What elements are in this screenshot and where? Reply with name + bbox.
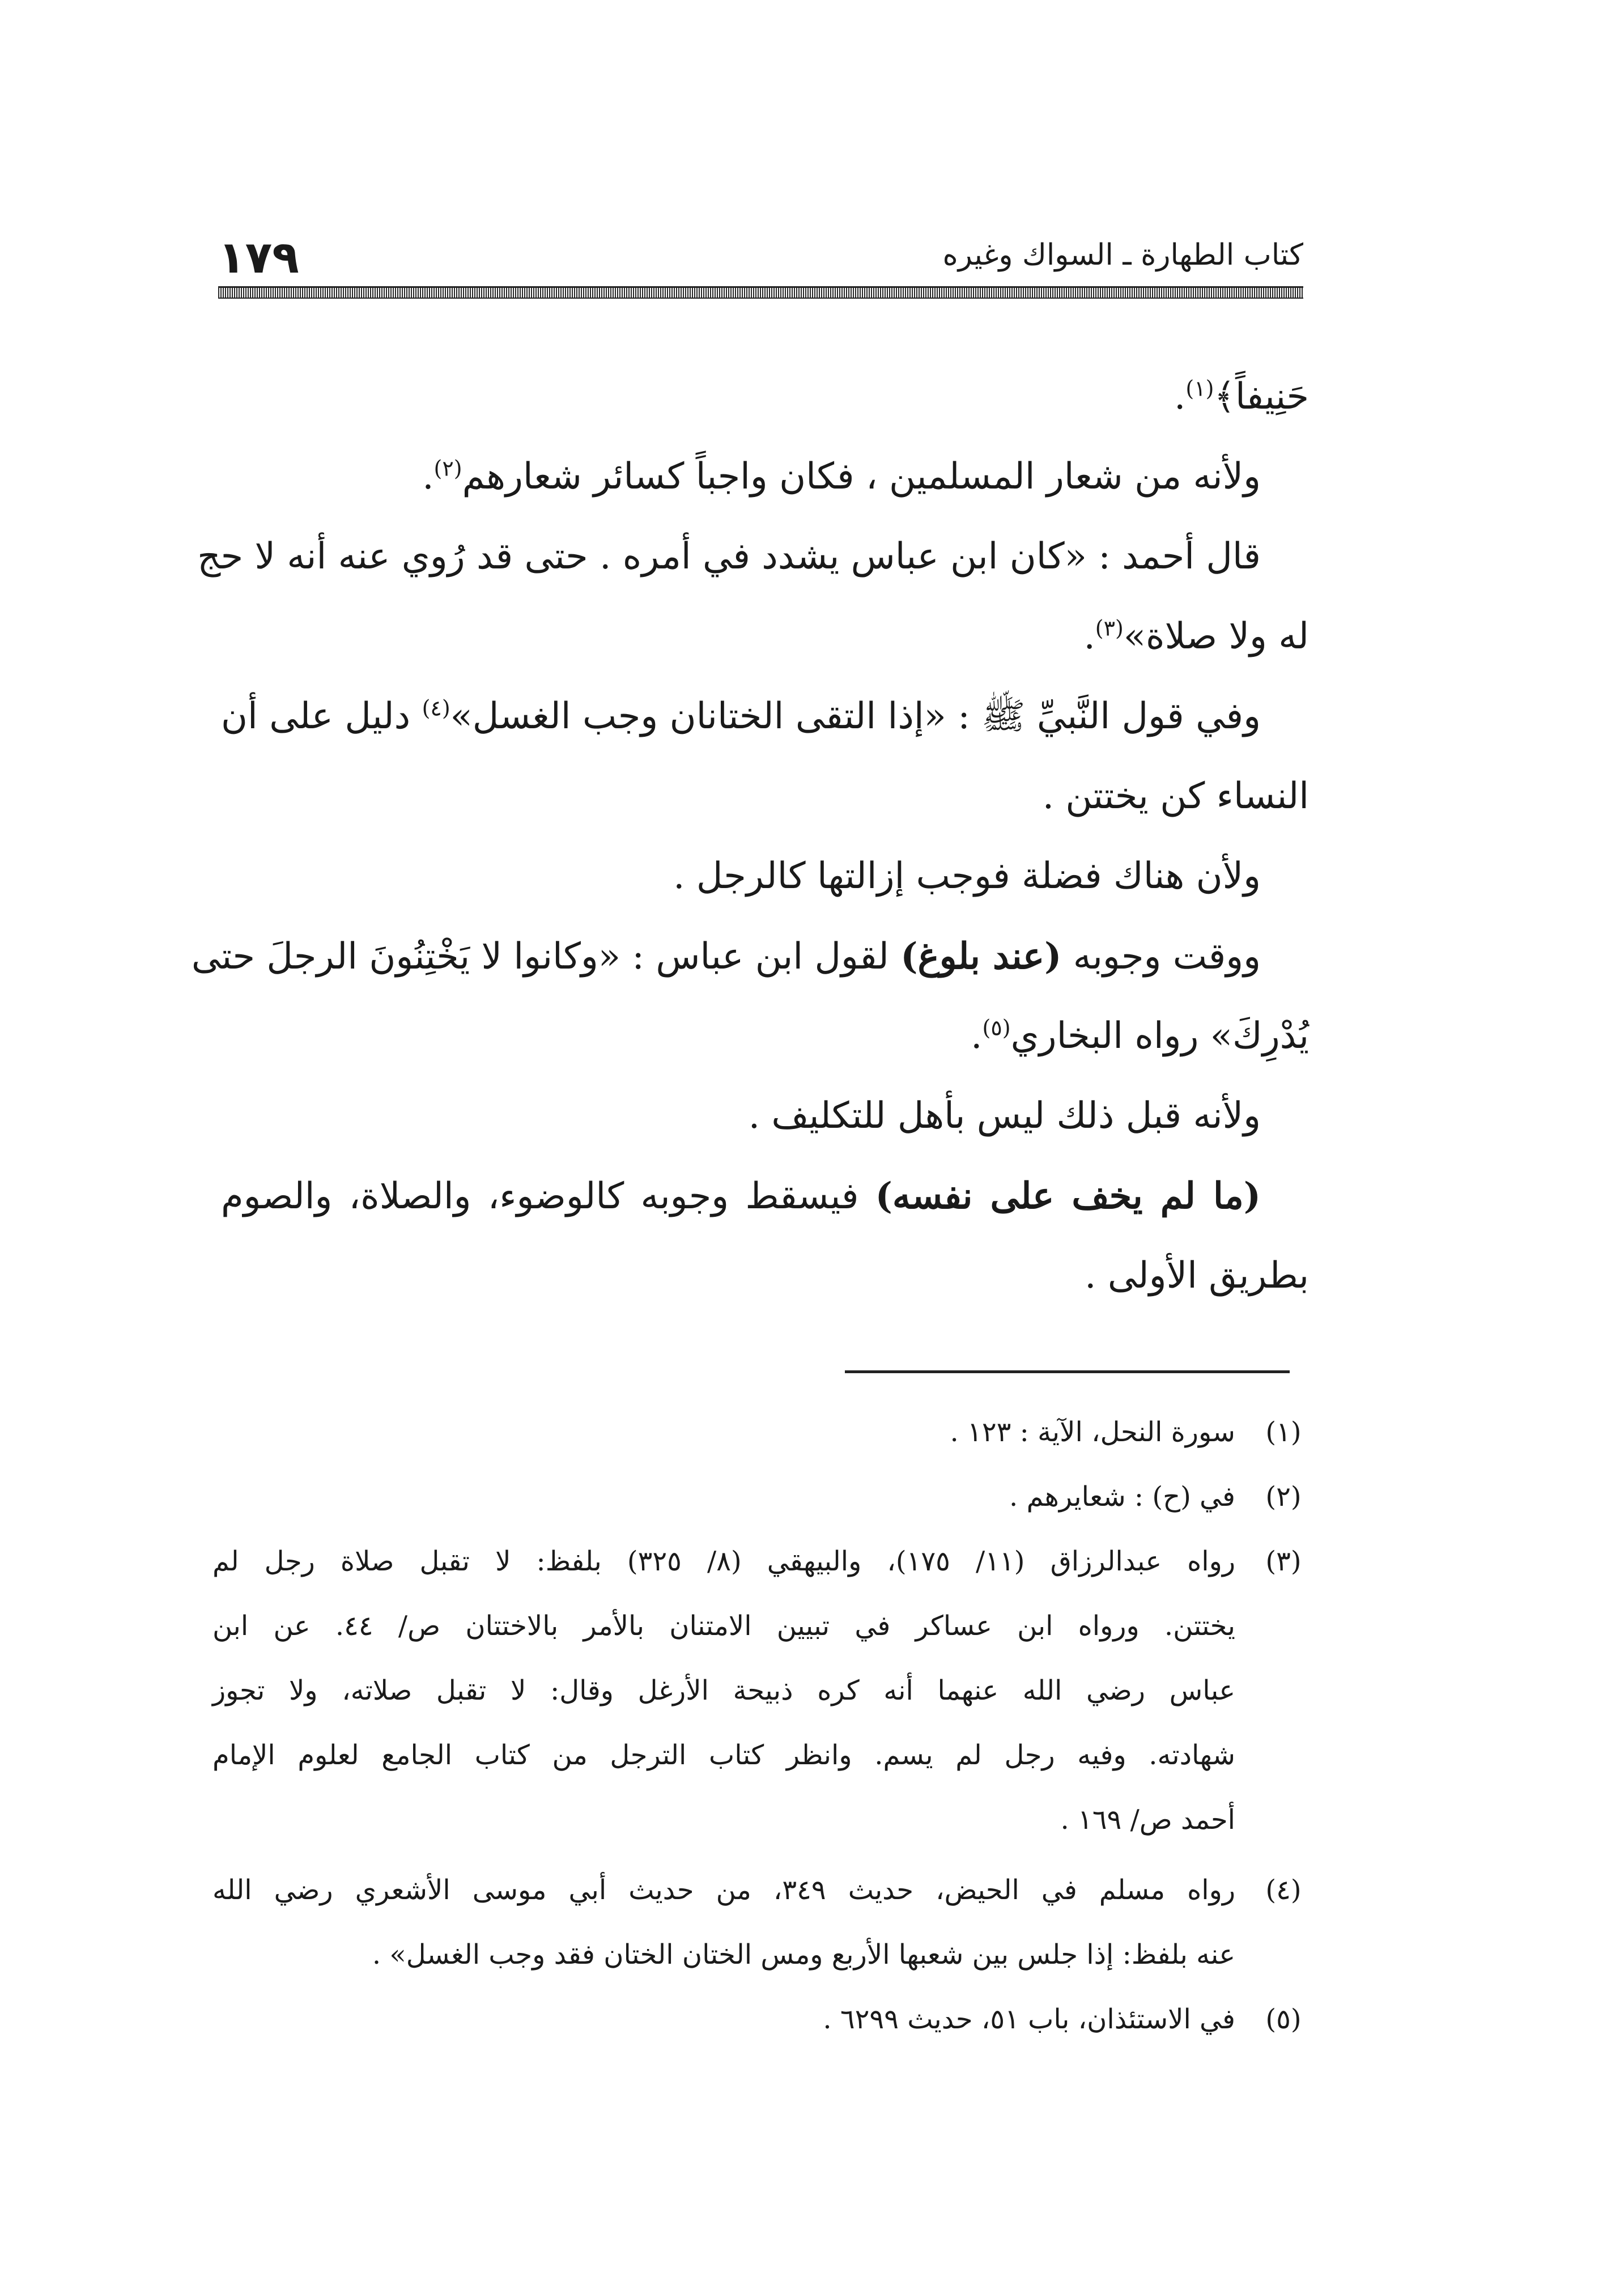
body-line: ووقت وجوبه (عند بلوغ) لقول ابن عباس : «وكانوا لا يَخْتِنُونَ الرجلَ حتى [191, 935, 1261, 978]
page-number: ١٧٩ [218, 232, 299, 283]
footnote-number: (٣) [1265, 1545, 1302, 1577]
footnote-4 [212, 1858, 1309, 1987]
footnote-line: في (ح) : شعايرهم . [1009, 1481, 1235, 1513]
body-text [191, 357, 1309, 1316]
footnote-ref[interactable]: (٥) [982, 1015, 1011, 1041]
footnote-line: عباس رضي الله عنهما أنه كره ذبيحة الأرغل وقال: لا تقبل صلاته، ولا تجوز [212, 1675, 1235, 1706]
body-line: ولأنه قبل ذلك ليس بأهل للتكليف . [748, 1095, 1261, 1137]
bold-term: (عند بلوغ) [900, 935, 1062, 978]
body-line: النساء كن يختتن . [1042, 775, 1309, 817]
footnote-line: عنه بلفظ: إذا جلس بين شعبها الأربع ومس الختان الختان فقد وجب الغسل» . [372, 1939, 1235, 1971]
body-line: وفي قول النَّبيِّ ﷺ : «إذا التقى الختانان وجب الغسل»$^{(٤)}$ دليل على أن [221, 695, 1261, 737]
body-line: بطريق الأولى . [1085, 1255, 1309, 1297]
footnote-2 [212, 1464, 1309, 1529]
body-line: ولأنه من شعار المسلمين ، فكان واجباً كسائر شعارهم$^{(٢)}$. [422, 456, 1261, 498]
footnote-separator [845, 1370, 1290, 1373]
footnote-line: في الاستئذان، باب ٥١، حديث ٦٢٩٩ . [823, 2003, 1235, 2035]
footnote-line: رواه مسلم في الحيض، حديث ٣٤٩، من حديث أبي موسى الأشعري رضي الله [212, 1874, 1235, 1906]
footnote-5 [212, 1987, 1309, 2052]
footnote-line: سورة النحل، الآية : ١٢٣ . [950, 1416, 1235, 1448]
footnote-number: (٥) [1265, 2003, 1302, 2035]
footnote-ref[interactable]: (٢) [433, 456, 462, 481]
footnote-1 [212, 1400, 1309, 1464]
running-title: كتاب الطهارة ـ السواك وغيره [942, 238, 1303, 272]
footnote-number: (١) [1265, 1416, 1302, 1448]
footnote-ref[interactable]: (١) [1185, 376, 1214, 401]
footnote-ref[interactable]: (٤) [422, 695, 450, 721]
footnote-line: رواه عبدالرزاق (١١/ ١٧٥)، والبيهقي (٨/ ٣٢٥) بلفظ: لا تقبل صلاة رجل لم [212, 1545, 1236, 1577]
body-line: حَنِيفاً﴾$^{(١)}$. [1174, 376, 1309, 418]
page-header [218, 232, 1303, 283]
footnote-line: أحمد ص/ ١٦٩ . [1060, 1804, 1235, 1836]
bold-term: (ما لم يخف على نفسه) [875, 1175, 1261, 1217]
body-line: (ما لم يخف على نفسه) فيسقط وجوبه كالوضوء، والصلاة، والصوم [221, 1175, 1261, 1217]
footnote-line: يختتن. ورواه ابن عساكر في تبيين الامتنان بالأمر بالاختتان ص/ ٤٤. عن ابن [212, 1610, 1235, 1642]
footnotes [212, 1400, 1309, 2052]
body-line: ولأن هناك فضلة فوجب إزالتها كالرجل . [673, 855, 1261, 897]
header-rule [218, 286, 1303, 299]
footnote-3 [212, 1529, 1309, 1852]
footnote-number: (٢) [1265, 1481, 1302, 1513]
footnote-number: (٤) [1265, 1874, 1302, 1906]
footnote-ref[interactable]: (٣) [1095, 615, 1124, 641]
footnote-line: شهادته. وفيه رجل لم يسم. وانظر كتاب الترجل من كتاب الجامع لعلوم الإمام [212, 1739, 1235, 1771]
body-line: قال أحمد : «كان ابن عباس يشدد في أمره . حتى قد رُوي عنه أنه لا حج [197, 536, 1261, 578]
body-line: يُدْرِكَ» رواه البخاري$^{(٥)}$. [971, 1015, 1309, 1057]
body-line: له ولا صلاة»$^{(٣)}$. [1083, 615, 1309, 657]
